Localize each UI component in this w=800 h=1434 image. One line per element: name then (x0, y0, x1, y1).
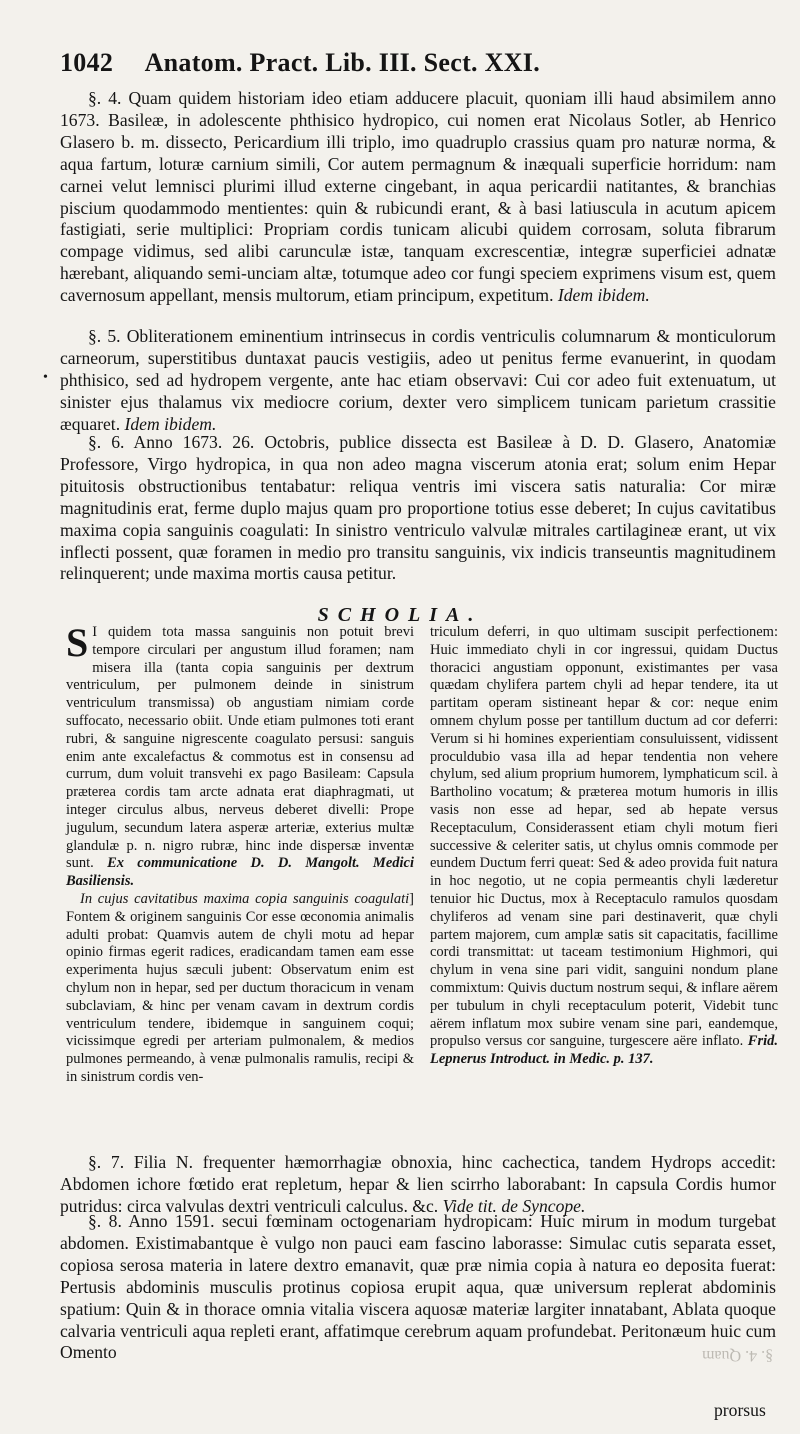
paragraph-text: §. 4. Quam quidem historiam ideo etiam adducere placuit, quoniam illi haud absimilem anno 1673. Basileæ, in adolescente phthisico hydropico, cui nomen erat Nicolaus Sotler, ab Henrico Glasero b. m. dissecto, Pericardium illi triplo, imo quadruplo crassius quam pro naturæ norma, & aqua fartum, loturæ carnium simili, Cor autem permagnum & inæquali superficie horridum: nam carnei velut lemnisci plurimi illud externe cingebant, in aqua pericardii natitantes, & branchias piscium quodammodo mentientes: quin & rubicundi erant, & à basi latiuscula in acutum apicem fastigiati, serie multiplici: Propriam cordis tunicam alicubi quidem corrosam, soluta fibrarum compage vidimus, sed alibi carunculæ istæ, tanquam excrescentiæ, integræ superficiei adnatæ hærebant, aliquando semi-unciam altæ, totumque adeo cor fungi speciem exprimens visum est, quem cavernosum appellant, mensis multorum, etiam principum, expetitum. (60, 88, 776, 306)
paragraph-text: §. 8. Anno 1591. secui fœminam octogenariam hydropicam: Huic mirum in modum turgebat abdomen. Existimabantque è vulgo non pauci eam fascino laborasse: Simulac cutis separata esset, copiosa serosa materia in latere dextro emanavit, quæ præ nimia copia à natura eo deposita fuerat: Pertusis abdominis musculis protinus copiosa erupit aqua, quæ universum replerat abdominis spatium: Quin & in thorace omnia vitalia viscera aquosæ materiæ largiter innatabant, Ablata quoque calvaria ventriculi aqua repleti erant, affatimque cerebrum aquam profundebat. Peritonæum huic cum Omento (60, 1211, 776, 1363)
source-citation: Idem ibidem. (124, 413, 217, 434)
scholia-right-column (430, 624, 778, 1069)
page-number: 1042 (60, 48, 114, 77)
paragraph-text: §. 7. Filia N. frequenter hæmorrhagiæ obnoxia, hinc cachectica, tandem Hydrops accedit: Abdomen ichore fœtido erat repletum, hepar & lien scirrho laborabant: In capsula Cordis humor putridus: circa valvulas dextri ventriculi calculus. &c. (60, 1152, 776, 1216)
paragraph-text: §. 6. Anno 1673. 26. Octobris, publice dissecta est Basileæ à D. D. Glasero, Anatomiæ Professore, Virgo hydropica, in qua non adeo magna viscerum atonia erat; solum enim Hepar pituitosis obstructionibus tentabatur: reliqua ventris imi viscera satis naturalia: Cor miræ magnitudinis erat, ferme duplo majus quam pro proportione totius esse deberet; In cujus cavitatibus maxima copia sanguinis coagulati: In sinistro ventriculo valvulæ mitrales cartilagineæ erant, ut vix inflecti possent, quæ foramen in medio pro transitu sanguinis, vix indicis transeuntis magnitudinem relinquerent; unde maxima mortis causa petitur. (60, 432, 776, 584)
scholia-text: triculum deferri, in quo ultimam suscipit perfectionem: Huic immediato chyli in cor ingressui, quidam Ductus thoracici angustiam opponunt, existimantes per vasa quædam chylifera partem chyli ad hepar tendere, ita ut partitam operam sistineant hepar & cor: neque enim omnem chylum posse per tantillum ductum ad cor deferri: Verum si hi homines experientiam consuluissent, vidissent proculdubio vasa illa ad hepar tendentia non vehere chylum, sed alium proprium humorem, lymphaticum scil. à Bartholino vocatum; & præterea motum humoris in illis vasis non esse ad hepar, sed ab hepate versus Receptaculum, Considerassent etiam chyli motum fieri successive & celeriter satis, ut chylus omnis commode per eundem Ductum ferri queat: Sed & adeo provida fuit natura in hoc negotio, ut ne copia permeantis chyli læderetur tenuior hic Ductus, mox à Receptaculo ramulos quosdam chyliferos ad venam sine pari destinaverit, quæ chyli partem majorem, cum amplæ satis sit capacitatis, facillime cordi transmittat: ut taceam testimonium Highmori, qui chylum in vena sine pari vidit, sanguini nondum plane commixtum: Quivis ductum nostrum sequi, & inflare aërem per tubulum in chyli receptaculum poterit, Videbit tunc aërem inflatum mox subire venam sine pari, eandemque, propulso versus cor sanguine, turgescere aëre inflato. (430, 624, 778, 1050)
running-title: Anatom. Pract. Lib. III. Sect. XXI. (144, 48, 540, 77)
source-citation: Idem ibidem. (557, 285, 650, 306)
source-citation: Frid. Lepnerus Introduct. in Medic. p. 137. (430, 1033, 778, 1068)
paragraph-section-6 (60, 432, 776, 585)
running-header (60, 48, 620, 82)
source-citation: Ex communicatione D. D. Mangolt. Medici Basiliensis. (66, 855, 415, 890)
paragraph-section-7 (60, 1152, 776, 1218)
scholia-text: ] Fontem & originem sanguinis Cor esse œconomia animalis adulti probat: Quamvis autem de chyli motu ad hepar opinio firmas egerit radices, eradicandam tamen eam esse experimenta hujus sæculi jubent: Observatum enim est chylum non in hepar, sed per ductum thoracicum in venam subclaviam, & hinc per venam cavam in dextrum cordis ventriculum tendere, ibidemque in sanguinem coqui; vicissimque egredi per arteriam pulmonalem, & medios pulmones permeando, à venæ pulmonalis ramulis, recipi & in sinistrum cordis ven- (66, 890, 414, 1085)
drop-cap: S (66, 620, 89, 665)
paragraph-section-4 (60, 88, 776, 307)
scholia-lemma: In cujus cavitatibus maxima copia sanguinis coagulati (80, 890, 410, 907)
scholia-text: I quidem tota massa sanguinis non potuit brevi tempore circulari per angustum illud foramen; nam misera illa (tanta copia sanguinis per dextrum ventriculum, per pulmonem deinde in sinistrum ventriculum transmissa) ob angustiam nimiam corde suffocato, necessario obiit. Unde etiam pulmones toti erant rubri, & sanguine nigrescente coagulato persusi: sanguis enim ante excalefactus & commotus est in consensu ad currum, dum voluit transvehi ex pago Basileam: Capsula præterea cordis tam arcte adnata erat diaphragmati, ut integer circulus albus, nerveus deberet divelli: Prope jugulum, secundum latera asperæ arteriæ, exterius multæ glandulæ p. n. nigro rubræ, hinc inde dispersæ inventæ sunt. (66, 624, 414, 872)
scholia-heading: SCHOLIA. (317, 604, 483, 626)
margin-mark: • (43, 370, 48, 385)
source-citation: Vide tit. de Syncope. (442, 1195, 586, 1216)
paragraph-section-8 (60, 1211, 776, 1364)
show-through-text: §. 4. Quam (702, 1347, 774, 1364)
catchword: prorsus (714, 1400, 766, 1420)
scholia-left-column (66, 620, 415, 1087)
paragraph-section-5 (60, 326, 776, 436)
paragraph-text: §. 5. Obliterationem eminentium intrinsecus in cordis ventriculis columnarum & monticulorum carneorum, superstitibus duntaxat paucis vestigiis, adeo ut penitus ferme evanuerint, in quodam phthisico, sed ad hydropem vergente, ante hac etiam observavi: Cui cor adeo fuit extenuatum, ut sinister ejus thalamus vix mediocre corium, dexter vero simplicem tunicam parietum crassitie æquaret. (60, 326, 776, 434)
